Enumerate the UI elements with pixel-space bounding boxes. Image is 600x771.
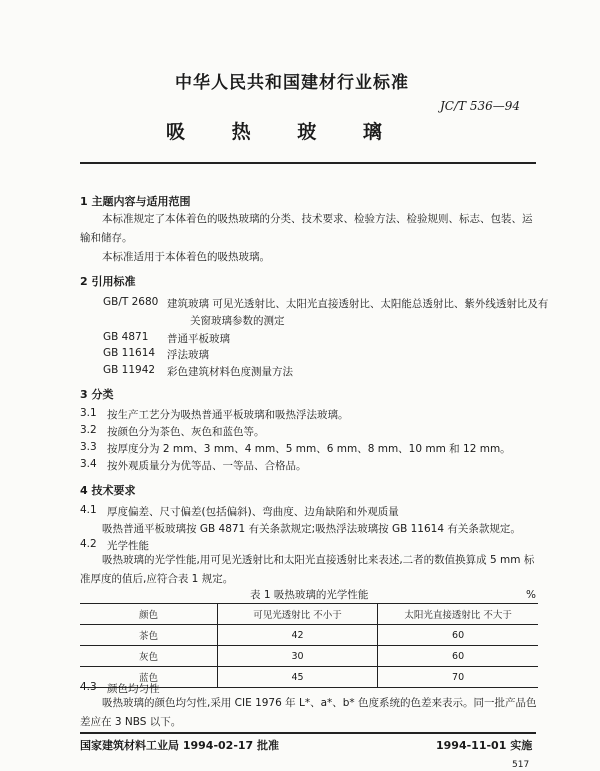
reference-title: 普通平板玻璃 [167,333,230,345]
table-cell: 45 [217,667,377,688]
table-header-cell: 太阳光直接透射比 不大于 [378,604,538,625]
table-header-row [80,604,538,625]
document-title: 吸 热 玻 璃 [166,121,384,143]
clause-text: 颜色均匀性 [107,683,160,695]
clause-paragraph: 吸热普通平板玻璃按 GB 4871 有关条款规定;吸热浮法玻璃按 GB 11614 有关条款规定。 [102,523,521,535]
section-2-heading: 2 引用标准 [80,275,136,288]
reference-title: 彩色建筑材料色度测量方法 [167,366,293,378]
table-cell: 60 [378,625,538,646]
clause-number: 3.4 [80,458,97,470]
clause-number: 4.1 [80,504,97,516]
reference-title: 浮法玻璃 [167,349,209,361]
clause-number: 3.1 [80,407,97,419]
clause-number: 3.3 [80,441,97,453]
clause-text: 厚度偏差、尺寸偏差(包括偏斜)、弯曲度、边角缺陷和外观质量 [107,506,399,518]
reference-title: 建筑玻璃 可见光透射比、太阳光直接透射比、太阳能总透射比、紫外线透射比及有 [167,298,549,310]
table-cell: 茶色 [80,625,217,646]
clause-4-3-body [80,694,542,732]
clause-number: 3.2 [80,424,97,436]
clause-text: 光学性能 [107,540,149,552]
table-cell: 60 [378,646,538,667]
section-1-paragraph: 本标准规定了本体着色的吸热玻璃的分类、技术要求、检验方法、检验规则、标志、包装、运输和储存。 [80,213,533,244]
clause-text: 按厚度分为 2 mm、3 mm、4 mm、5 mm、6 mm、8 mm、10 mm 和 12 mm。 [107,443,511,455]
clause-number: 4.3 [80,681,97,693]
section-1-body [80,210,542,267]
reference-code: GB 11942 [103,364,156,376]
reference-code: GB 4871 [103,331,149,343]
clause-number: 4.2 [80,538,97,550]
header-rule [80,162,536,164]
clause-paragraph: 吸热玻璃的颜色均匀性,采用 CIE 1976 年 L*、a*、b* 色度系统的色差来表示。同一批产品色差应在 3 NBS 以下。 [80,697,537,728]
section-1-paragraph: 本标准适用于本体着色的吸热玻璃。 [102,251,270,263]
table-header-cell: 可见光透射比 不小于 [217,604,377,625]
table-cell: 蓝色 [80,667,217,688]
clause-4-2-body [80,551,542,589]
clause-text: 按生产工艺分为吸热普通平板玻璃和吸热浮法玻璃。 [107,409,349,421]
reference-code: GB 11614 [103,347,156,359]
section-3-heading: 3 分类 [80,388,114,401]
page-number: 517 [512,760,530,770]
optical-properties-table [80,603,538,688]
section-4-heading: 4 技术要求 [80,484,136,497]
table-row [80,646,538,667]
approval-line: 国家建筑材料工业局 1994-02-17 批准 [80,739,280,752]
clause-paragraph: 吸热玻璃的光学性能,用可见光透射比和太阳光直接透射比来表述,二者的数值换算成 5 mm 标准厚度的值后,应符合表 1 规定。 [80,554,535,585]
table-cell: 70 [378,667,538,688]
reference-code: GB/T 2680 [103,296,159,308]
table-unit: % [526,589,536,601]
table-row [80,625,538,646]
table-cell: 42 [217,625,377,646]
standard-code: JC/T 536—94 [440,99,521,113]
section-1-heading: 1 主题内容与适用范围 [80,195,191,208]
clause-text: 按外观质量分为优等品、一等品、合格品。 [107,460,307,472]
table-cell: 灰色 [80,646,217,667]
table-cell: 30 [217,646,377,667]
effective-date: 1994-11-01 实施 [436,739,533,752]
clause-text: 按颜色分为茶色、灰色和蓝色等。 [107,426,265,438]
issuing-body: 中华人民共和国建材行业标准 [175,73,409,93]
footer-rule [80,732,536,734]
reference-title-cont: 关窗玻璃参数的测定 [190,315,285,327]
table-header-cell: 颜色 [80,604,217,625]
table-caption: 表 1 吸热玻璃的光学性能 [250,589,369,601]
